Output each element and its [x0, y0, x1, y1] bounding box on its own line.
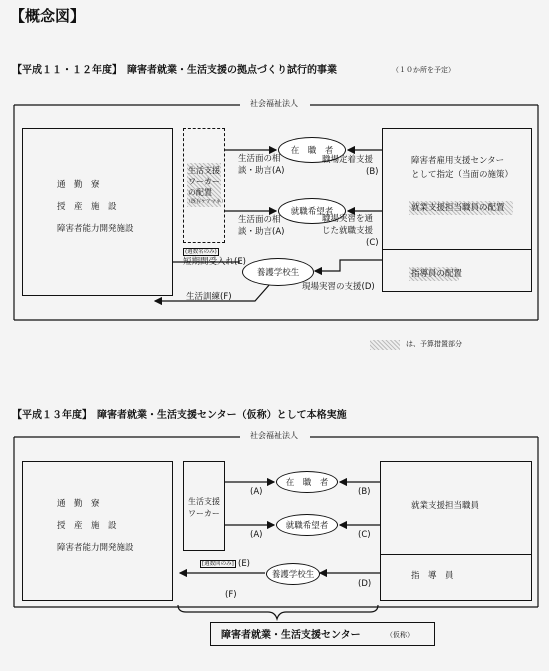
- page-title: 【概念図】: [10, 7, 86, 25]
- bottom-corp-label: 社会福祉法人: [250, 431, 298, 440]
- top-worker-box: 生活支援 ワーカー の配置 （既存ケアマネ）: [183, 128, 225, 243]
- center-name: 障害者就業・生活支援センター: [221, 630, 361, 641]
- top-heading: 【平成１１・１２年度】 障害者就業・生活支援の拠点づくり試行的事業: [12, 65, 337, 76]
- top-facilities-box: [22, 128, 173, 296]
- oval-employed-2: 在 職 者: [276, 471, 338, 493]
- bottom-worker-box: 生活支援 ワーカー: [183, 461, 225, 551]
- bottom-heading: 【平成１３年度】 障害者就業・生活支援センター（仮称）として本格実施: [12, 410, 347, 421]
- facility-sheltered-workshop: 授 産 施 設: [57, 202, 117, 212]
- center-name-box: 障害者就業・生活支援センター （仮称）: [210, 622, 435, 646]
- legend-note: は、予算措置部分: [406, 340, 462, 348]
- top-heading-note: （１０か所を予定）: [392, 66, 455, 74]
- oval-employed: 在 職 者: [278, 137, 346, 163]
- oval-job-seeker: 就職希望者: [278, 198, 346, 224]
- top-corp-label: 社会福祉法人: [250, 99, 298, 108]
- legend-hatch-swatch: [370, 340, 400, 350]
- oval-student-2: 養護学校生: [266, 563, 320, 585]
- top-support-center-box: 障害者雇用支援センター として指定（当面の施策） 就業支援担当職員の配置 指導員の配置: [382, 128, 532, 292]
- facility-commuter-dorm: 通 勤 寮: [57, 180, 100, 190]
- oval-student: 養護学校生: [242, 258, 314, 286]
- facility-vocational-dev: 障害者能力開発施設: [57, 224, 134, 234]
- bottom-support-center-box: 就業支援担当職員 指 導 員: [380, 461, 532, 601]
- bottom-facilities-box: 通 勤 寮 授 産 施 設 障害者能力開発施設: [22, 461, 173, 601]
- oval-job-seeker-2: 就職希望者: [276, 514, 338, 536]
